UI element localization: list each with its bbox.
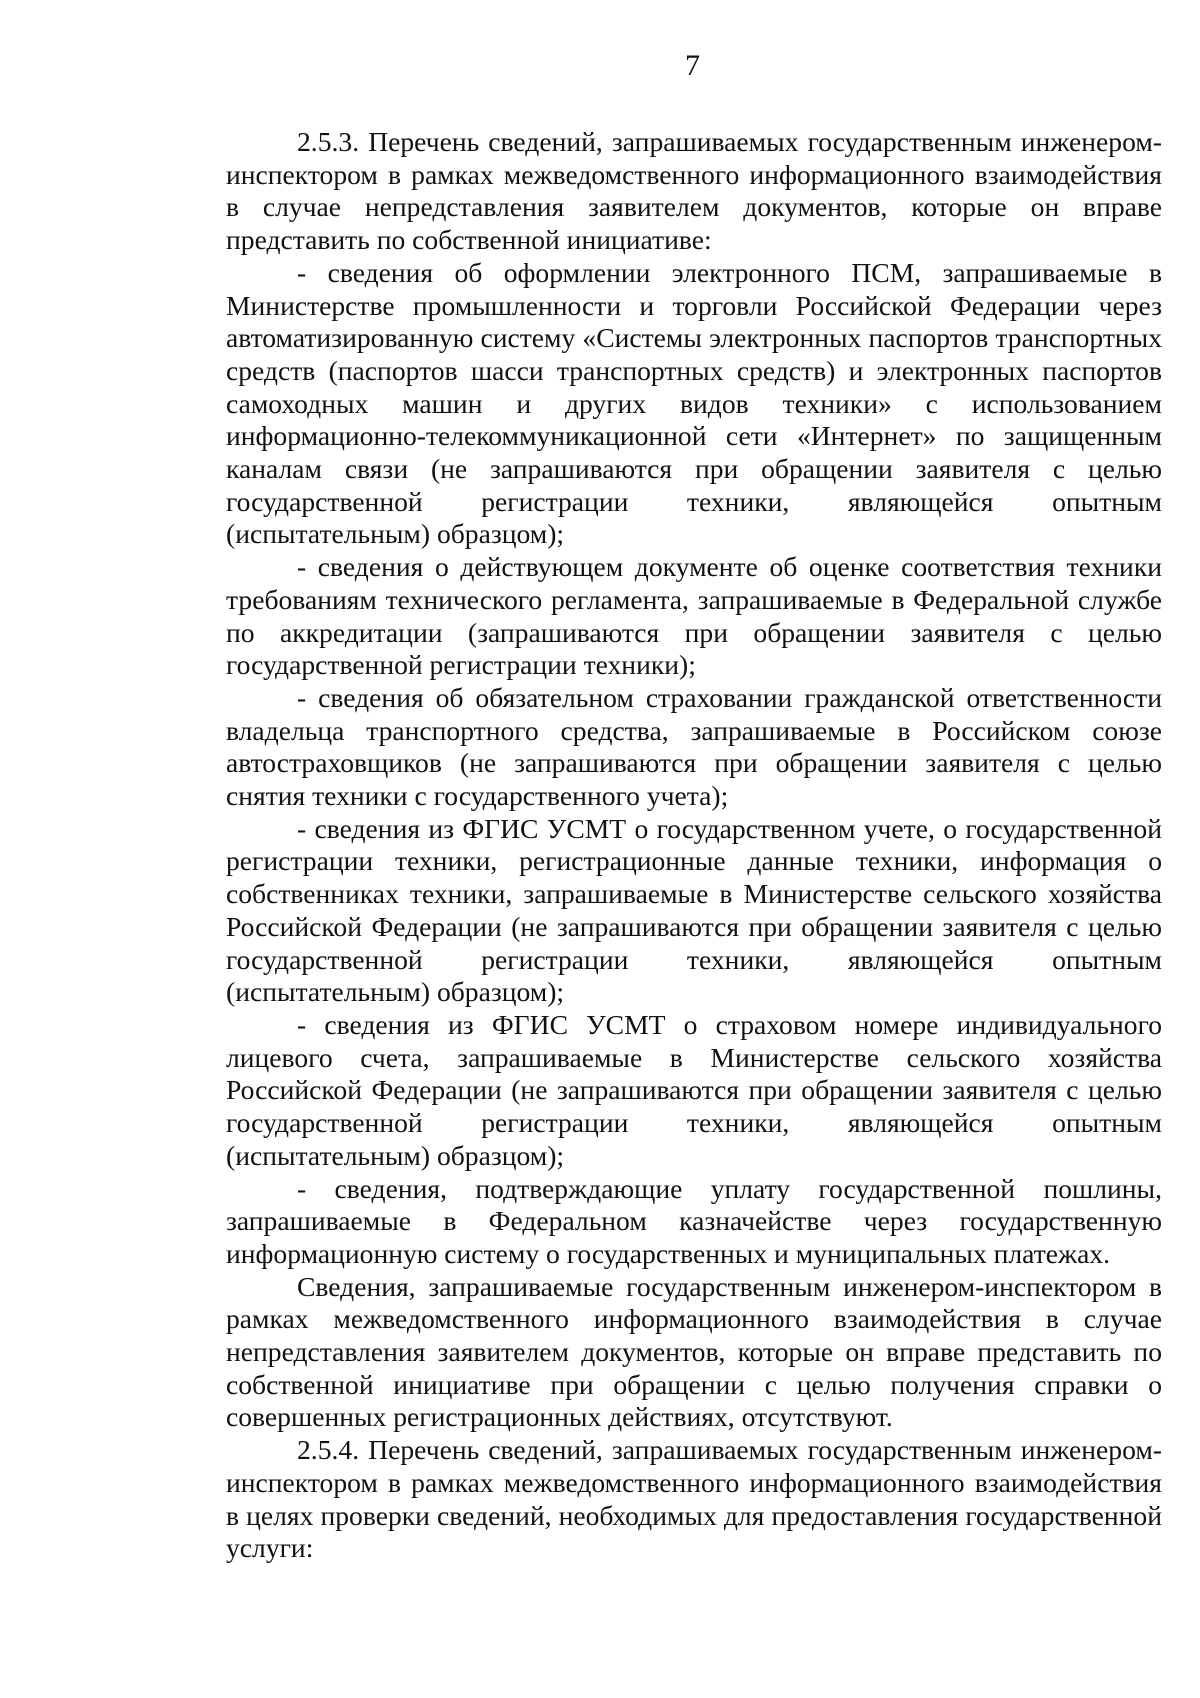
paragraph-2-5-3-heading: 2.5.3. Перечень сведений, запрашиваемых государственным инженером-инспектором в рамках межведомственного информационного взаимодействия в случае непредставления заявителем документов, которые он вправе представить по собственной инициативе: — [226, 126, 1162, 256]
list-item-fgis-usmt-snils: - сведения из ФГИС УСМТ о страховом номере индивидуального лицевого счета, запрашиваемые в Министерстве сельского хозяйства Российской Федерации (не запрашиваются при обращении заявителя с целью государственной регистрации техники, являющейся опытным (испытательным) образцом); — [226, 1008, 1162, 1171]
paragraph-certificate-note: Сведения, запрашиваемые государственным инженером-инспектором в рамках межведомственного информационного взаимодействия в случае непредставления заявителем документов, которые он вправе представить по собственной инициативе при обращении с целью получения справки о совершенных регистрационных действиях, отсутствуют. — [226, 1270, 1162, 1433]
paragraph-2-5-4-heading: 2.5.4. Перечень сведений, запрашиваемых государственным инженером-инспектором в рамках межведомственного информационного взаимодействия в целях проверки сведений, необходимых для предоставления государственной услуги: — [226, 1434, 1162, 1564]
list-item-conformity-document: - сведения о действующем документе об оценке соответствия техники требованиям технического регламента, запрашиваемые в Федеральной службе по аккредитации (запрашиваются при обращении заявителя с целью государственной регистрации техники); — [226, 551, 1162, 681]
page-number: 7 — [685, 49, 700, 82]
list-item-osago-insurance: - сведения об обязательном страховании гражданской ответственности владельца транспортного средства, запрашиваемые в Российском союзе автостраховщиков (не запрашиваются при обращении заявителя с целью снятия техники с государственного учета); — [226, 681, 1162, 812]
list-item-fgis-usmt-registration: - сведения из ФГИС УСМТ о государственном учете, о государственной регистрации техники, регистрационные данные техники, информация о собственниках техники, запрашиваемые в Министерстве сельского хозяйства Российской Федерации (не запрашиваются при обращении заявителя с целью государственной регистрации техники, являющейся опытным (испытательным) образцом); — [226, 812, 1162, 1008]
list-item-electronic-psm: - сведения об оформлении электронного ПСМ, запрашиваемые в Министерстве промышленности и торговли Российской Федерации через автоматизированную систему «Системы электронных паспортов транспортных средств (паспортов шасси транспортных средств) и электронных паспортов самоходных машин и других видов техники» с использованием информационно-телекоммуникационной сети «Интернет» по защищенным каналам связи (не запрашиваются при обращении заявителя с целью государственной регистрации техники, являющейся опытным (испытательным) образцом); — [226, 256, 1162, 550]
document-body — [226, 126, 1162, 1565]
list-item-state-duty-payment: - сведения, подтверждающие уплату государственной пошлины, запрашиваемые в Федеральном казначействе через государственную информационную систему о государственных и муниципальных платежах. — [226, 1172, 1162, 1269]
